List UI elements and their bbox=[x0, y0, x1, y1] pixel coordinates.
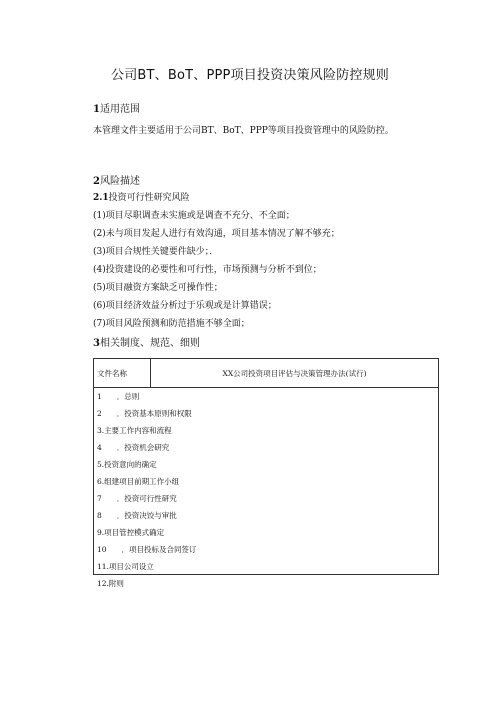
section-2-1-title: 投资可行性研究风险 bbox=[108, 193, 190, 203]
table-contents-cell bbox=[94, 388, 439, 588]
contents-entry: 10 ．项目投标及合同签订 bbox=[97, 545, 197, 554]
section-2-number: 2 bbox=[93, 176, 100, 187]
contents-entry: 11.项目公司设立 bbox=[97, 562, 154, 571]
section-1-heading bbox=[93, 100, 140, 115]
section-2-title: 风险描述 bbox=[99, 176, 140, 187]
contents-entry: 2 ．投资基本原则和权限 bbox=[97, 409, 192, 418]
section-3-title: 相关制度、规范、细则 bbox=[99, 338, 200, 349]
contents-entry: 3.主要工作内容和流程 bbox=[97, 426, 172, 435]
file-name-label: 文件名称 bbox=[94, 359, 151, 388]
contents-entry: 9.项目管控模式确定 bbox=[97, 528, 165, 537]
section-1-text bbox=[93, 120, 433, 143]
risk-item: (3)项目合规性关键要件缺少；． bbox=[93, 247, 219, 257]
risk-item: (7)项目风险预测和防范措施不够全面； bbox=[93, 319, 250, 329]
section-3-number: 3 bbox=[93, 338, 100, 349]
section-1-body: 本管理文件主要适用于公司BT、BoT、PPP等项目投资管理中的风险防控。 bbox=[93, 126, 394, 136]
risk-item: (4)投资建设的必要性和可行性，市场预测与分析不到位； bbox=[93, 265, 322, 275]
contents-entry: 5.投资意向的确定 bbox=[97, 460, 157, 469]
contents-entry: 8 ．投资决饺与审批 bbox=[97, 511, 177, 520]
risk-item: (5)项目融资方案缺乏可操作性； bbox=[93, 283, 223, 293]
section-2-1-heading bbox=[93, 190, 190, 203]
risk-item: (2)未与项目发起人进行有效沟通，项目基本情况了解不够充； bbox=[93, 229, 340, 239]
regulation-table bbox=[93, 358, 439, 588]
contents-entry: 7 ．投资可行性研究 bbox=[97, 494, 177, 503]
contents-entry: 1 ．总则 bbox=[97, 392, 140, 401]
section-2-1-number: 2.1 bbox=[93, 193, 109, 203]
section-2-heading bbox=[93, 172, 140, 187]
risk-item: (1)项目尽职调查未实施或是调查不充分、不全面； bbox=[93, 211, 295, 221]
risk-item: (6)项目经济效益分析过于乐观或是计算错误； bbox=[93, 301, 277, 311]
section-1-number: 1 bbox=[93, 104, 100, 115]
table-header-row bbox=[94, 359, 439, 388]
contents-entry: 12.附则 bbox=[97, 579, 124, 588]
section-3-heading bbox=[93, 334, 200, 349]
table-body-row bbox=[94, 388, 439, 575]
document-title: 公司BT、BoT、PPP项目投资决策风险防控规则 bbox=[111, 68, 389, 83]
contents-entry: 4 ．投资机会研究 bbox=[97, 443, 170, 452]
contents-entry: 6.组建项目前期工作小组 bbox=[97, 477, 180, 486]
section-1-title: 适用范围 bbox=[99, 104, 140, 115]
file-name-value: XX公司投资项目评估与决策管理办法(试行) bbox=[151, 359, 439, 388]
